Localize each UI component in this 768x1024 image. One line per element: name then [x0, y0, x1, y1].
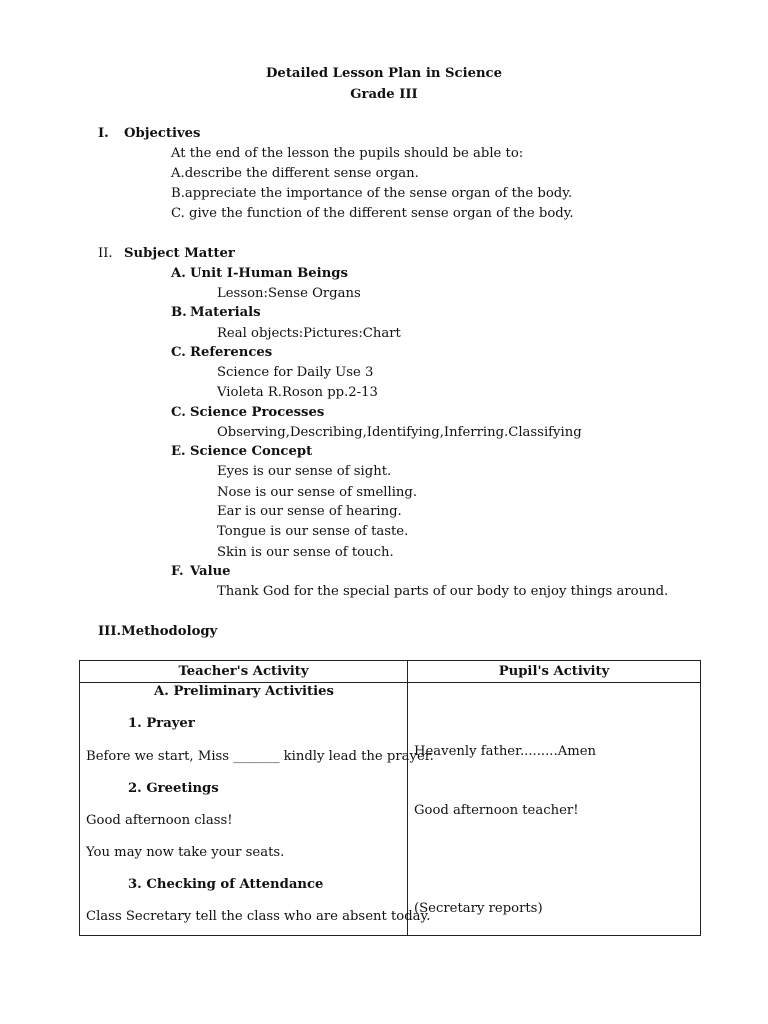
concept-line: Skin is our sense of touch.	[217, 545, 394, 560]
pupil-activity-header: Pupil's Activity	[408, 661, 701, 683]
concept-heading: Science Concept	[190, 444, 313, 459]
methodology-table	[79, 660, 701, 936]
preliminary-activities-heading: A. Preliminary Activities	[154, 684, 334, 699]
greetings-heading: 2. Greetings	[128, 781, 219, 796]
grade-label: Grade III	[350, 87, 418, 102]
greetings-text: Good afternoon class!	[86, 813, 233, 828]
pupil-activity-cell	[408, 683, 701, 936]
prayer-heading: 1. Prayer	[128, 716, 195, 731]
concept-line: Nose is our sense of smelling.	[217, 485, 418, 500]
concept-line: Tongue is our sense of taste.	[217, 524, 409, 539]
objectives-intro: At the end of the lesson the pupils should be able to:	[171, 146, 524, 161]
concept-line: Ear is our sense of hearing.	[217, 504, 402, 519]
value-letter: F.	[171, 564, 184, 579]
lesson-line: Lesson:Sense Organs	[217, 286, 361, 301]
references-heading: References	[190, 345, 273, 360]
processes-letter: C.	[171, 405, 186, 420]
objectives-numeral: I.	[98, 126, 109, 141]
materials-heading: Materials	[190, 305, 261, 320]
value-line: Thank God for the special parts of our body to enjoy things around.	[217, 584, 669, 599]
attendance-heading: 3. Checking of Attendance	[128, 877, 324, 892]
materials-line: Real objects:Pictures:Chart	[217, 326, 401, 341]
objective-item: A.describe the different sense organ.	[171, 166, 419, 181]
reference-line: Science for Daily Use 3	[217, 365, 374, 380]
methodology-heading: III.Methodology	[98, 624, 218, 639]
references-letter: C.	[171, 345, 186, 360]
objective-item: B.appreciate the importance of the sense organ of the body.	[171, 186, 573, 201]
teacher-activity-cell	[80, 683, 434, 936]
objective-item: C. give the function of the different sense organ of the body.	[171, 206, 574, 221]
prayer-reply: Heavenly father.........Amen	[414, 744, 597, 759]
processes-heading: Science Processes	[190, 405, 325, 420]
concept-line: Eyes is our sense of sight.	[217, 464, 392, 479]
attendance-text: Class Secretary tell the class who are absent today.	[86, 909, 431, 924]
subject-matter-numeral: II.	[98, 246, 113, 261]
greeting-reply: Good afternoon teacher!	[414, 803, 579, 818]
objectives-heading: Objectives	[124, 126, 201, 141]
reference-line: Violeta R.Roson pp.2-13	[217, 385, 378, 400]
subject-matter-heading: Subject Matter	[124, 246, 235, 261]
prayer-text: Before we start, Miss _______ kindly lead the prayer.	[86, 749, 434, 764]
attendance-reply: (Secretary reports)	[414, 901, 543, 916]
materials-letter: B.	[171, 305, 187, 320]
unit-letter: A.	[171, 266, 186, 281]
unit-heading: Unit I-Human Beings	[190, 266, 348, 281]
teacher-activity-header: Teacher's Activity	[80, 661, 408, 683]
seats-text: You may now take your seats.	[86, 845, 285, 860]
document-title: Detailed Lesson Plan in Science	[266, 66, 502, 81]
processes-line: Observing,Describing,Identifying,Inferring.Classifying	[217, 425, 582, 440]
value-heading: Value	[190, 564, 231, 579]
concept-letter: E.	[171, 444, 186, 459]
